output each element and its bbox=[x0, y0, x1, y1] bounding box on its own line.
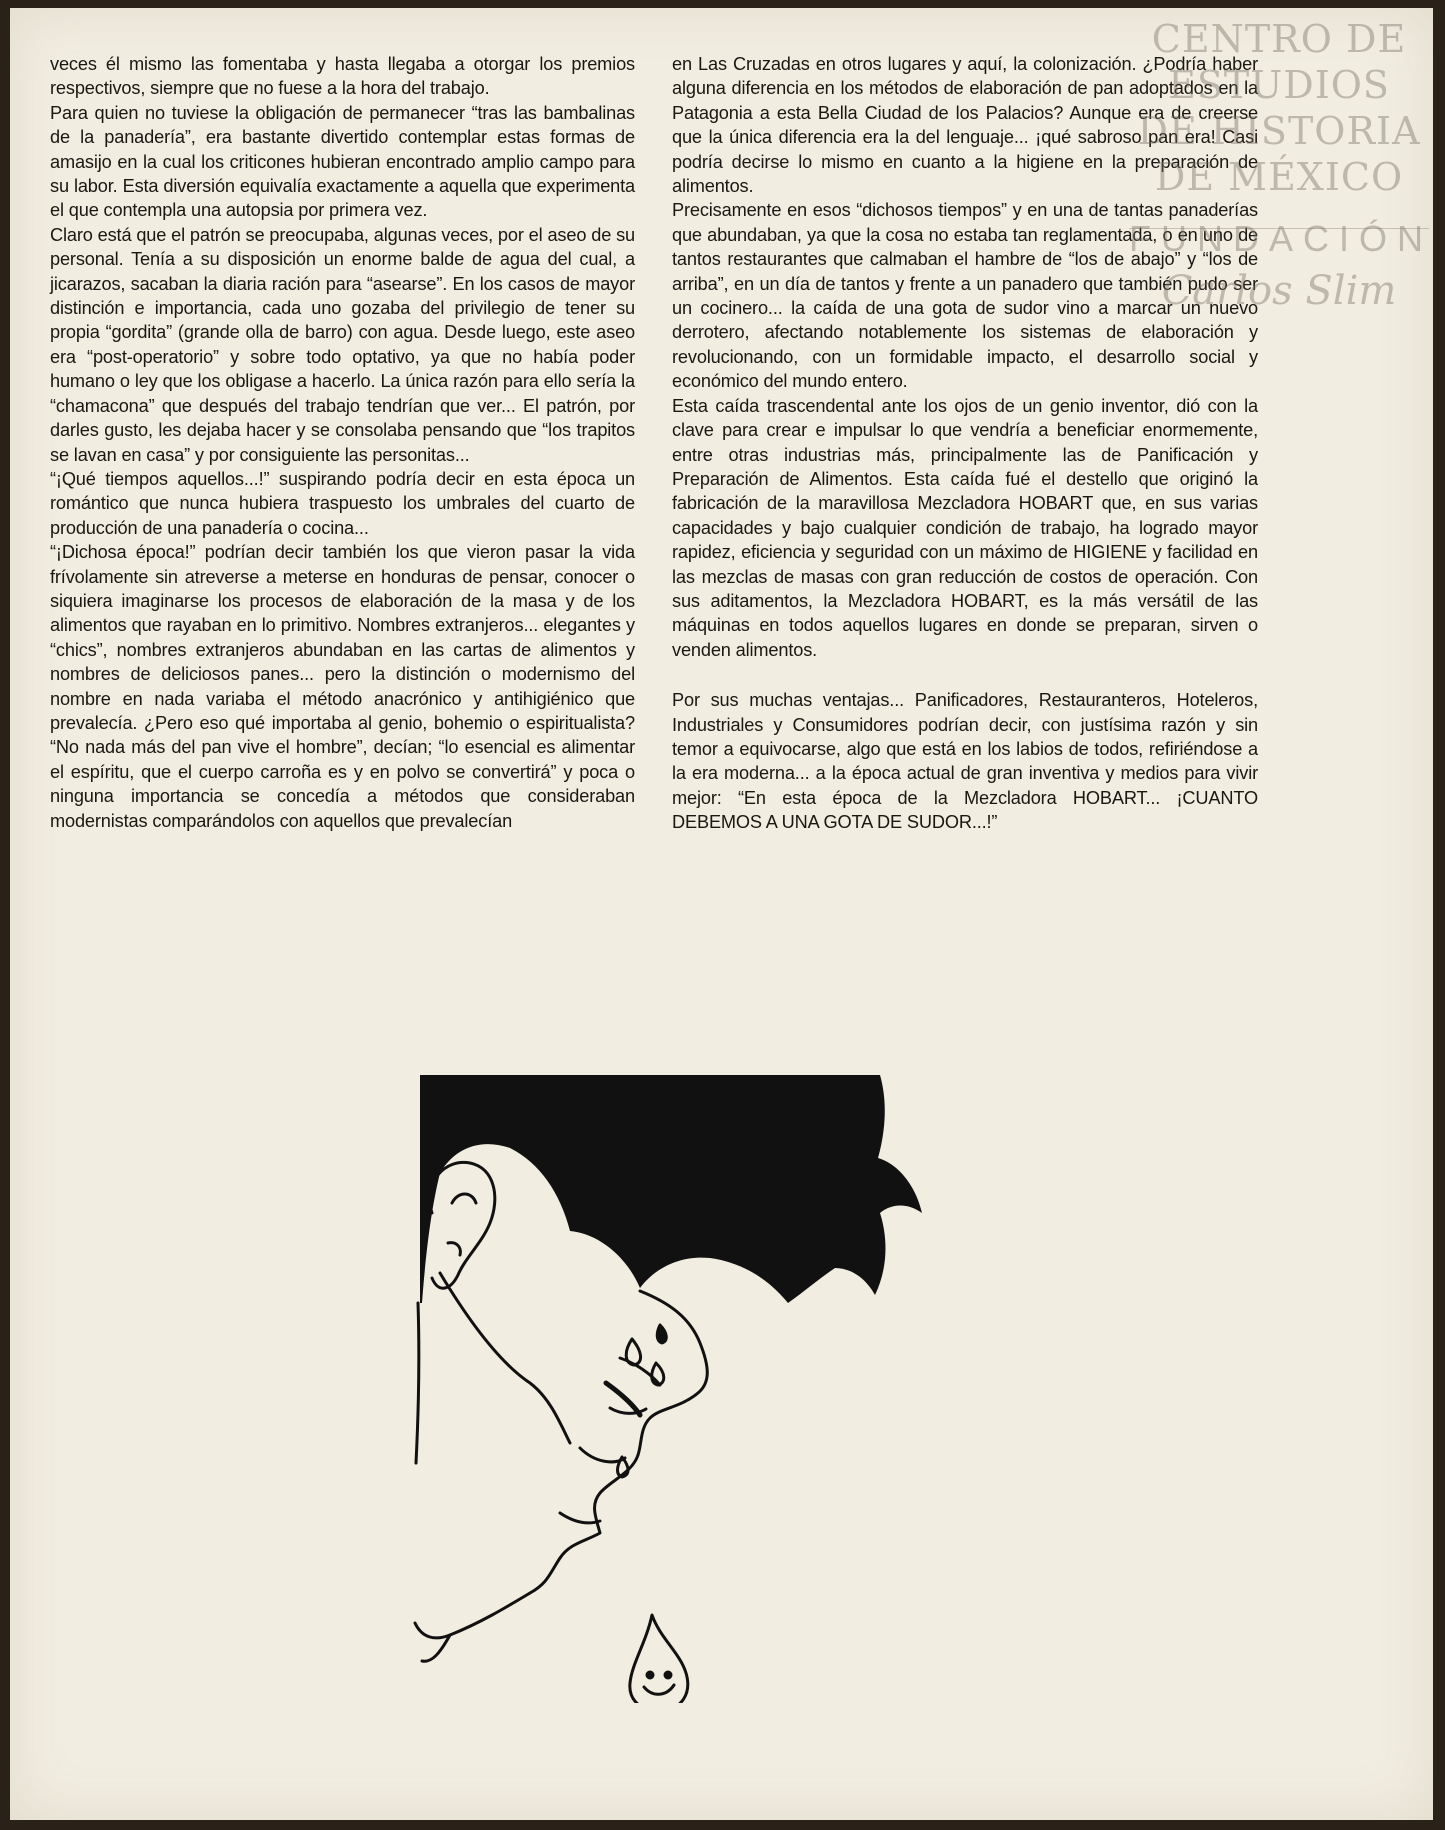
closing-paragraph: Por sus muchas ventajas... Panificadores, Restauranteros, Hoteleros, Industriales y Consumidores podrían decir, con justísima razón y sin temor a equivocarse, algo que está en los labios de todos, refiriéndose a la era moderna... a la época actual de gran inventiva y medios para vivir mejor: “En esta época de la Mezcladora HOBART... ¡CUANTO DEBEMOS A UNA GOTA DE SUDOR...!” bbox=[672, 690, 1258, 833]
drop-smile bbox=[644, 1685, 674, 1694]
paragraph: veces él mismo las fomentaba y hasta llegaba a otorgar los premios respectivos, siempre que no fuese a la hora del trabajo. bbox=[50, 54, 635, 99]
watermark-line: CENTRO DE bbox=[1151, 17, 1407, 61]
smiling-sweat-drop-icon bbox=[630, 1615, 688, 1703]
paragraph: Claro está que el patrón se preocupaba, algunas veces, por el aseo de su personal. Tenía a su disposición un enorme balde de agua del cual, a jicarazos, sacaban la diaria ración para “asearse”. En los casos de mayor distinción e importancia, cada uno gozaba del privilegio de tener su propia “gordita” (grande olla de barro) con agua. Desde luego, este aseo era “post-operatorio” y sobre todo optativo, ya que no había poder humano o ley que los obligase a hacerlo. La única razón para ello sería la “chamacona” que después del trabajo tendrían que ver... El patrón, por darles gusto, les dejaba hacer y se consolaba pensando que “los trapitos se lavan en casa” y por consiguiente las personitas... bbox=[50, 224, 635, 465]
paragraph: Precisamente en esos “dichosos tiempos” y en una de tantas panaderías que abundaban, ya que la cosa no estaba tan reglamentada, o en uno de tantos restaurantes que calmaban el hambre de “los de abajo” y “los de arriba”, en un día de tantos y frente a un panadero que también pudo ser un cocinero... la caída de una gota de sudor vino a marcar un nuevo derrotero, afectando notablemente los sistemas de elaboración y revolucionando, con un formidable impacto, el desarrollo social y económico del mundo entero. bbox=[672, 200, 1258, 392]
paragraph: en Las Cruzadas en otros lugares y aquí, la colonización. ¿Podría haber alguna diferencia en los métodos de elaboración de pan adoptados en la Patagonia a esta Bella Ciudad de los Palacios? Aunque era de creerse que la única diferencia era la del lenguaje... ¡qué sabroso pan era! Casi podría decirse lo mismo en cuanto a la higiene en la preparación de alimentos. bbox=[672, 54, 1258, 197]
watermark-line: DE HISTORIA bbox=[1137, 109, 1421, 153]
sweat-drop-icon bbox=[626, 1339, 640, 1365]
sweating-face-illustration bbox=[410, 1063, 970, 1703]
document-page bbox=[10, 8, 1433, 1820]
eye-shape bbox=[610, 1408, 646, 1413]
drop-eye bbox=[665, 1672, 671, 1678]
watermark-line: FUNDACIÓN bbox=[1129, 218, 1433, 259]
paragraph: “¡Qué tiempos aquellos...!” suspirando podría decir en esta época un romántico que nunca hubiera traspuesto los umbrales del cuarto de producción de una panadería o cocina... bbox=[50, 468, 635, 538]
face-profile bbox=[530, 1291, 707, 1593]
neck-outline bbox=[416, 1303, 419, 1463]
archive-watermark bbox=[1129, 16, 1433, 314]
article-left-column bbox=[50, 52, 635, 833]
paragraph: Esta caída trascendental ante los ojos de un genio inventor, dió con la clave para crear e impulsar lo que vendría a beneficiar enormemente, entre otras industrias más, principalmente las de Panificación y Preparación de Alimentos. Esta caída fué el destello que originó la fabricación de la maravillosa Mezcladora HOBART que, en sus varias capacidades y bajo cualquier condición de trabajo, ha logrado mayor rapidez, eficiencia y seguridad con un máximo de HIGIENE y facilidad en las mezclas de masas con gran reducción de costos de operación. Con sus aditamentos, la Mezcladora HOBART, es la más versátil de las máquinas en todos aquellos lugares en donde se preparan, sirven o venden alimentos. bbox=[672, 395, 1258, 660]
watermark-line: DE MÉXICO bbox=[1154, 155, 1404, 199]
watermark-signature: Carlos Slim bbox=[1161, 268, 1397, 314]
watermark-divider bbox=[1129, 228, 1429, 229]
paragraph: “¡Dichosa época!” podrían decir también los que vieron pasar la vida frívolamente sin atreverse a meterse en honduras de pensar, conocer o siquiera imaginarse los procesos de elaboración de la masa y de los alimentos que rayaban en lo primitivo. Nombres extranjeros... elegantes y “chics”, nombres extranjeros abundaban en las cartas de alimentos y nombres de deliciosos panes... pero la distinción o modernismo del nombre en nada variaba el método anacrónico y antihigiénico que prevalecía. ¿Pero eso qué importaba al genio, bohemio o espiritualista? “No nada más del pan vive el hombre”, decían; “lo esencial es alimentar el espíritu, que el cuerpo carroña es y en polvo se convertirá” y poca o ninguna importancia se concedía a métodos que consideraban modernistas comparándolos con aquellos que prevalecían bbox=[50, 542, 635, 831]
drop-eye bbox=[647, 1672, 653, 1678]
sweat-drop-icon bbox=[657, 1325, 666, 1343]
paragraph: Para quien no tuviese la obligación de permanecer “tras las bambalinas de la panadería”, era bastante divertido contemplar estas formas de amasijo en la cual los criticones hubieran encontrado amplio campo para su labor. Esta diversión equivalía exactamente a aquella que experimenta el que contempla una autopsia por primera vez. bbox=[50, 102, 635, 221]
ear-shape bbox=[430, 1162, 495, 1288]
watermark-line: ESTUDIOS bbox=[1168, 63, 1390, 107]
